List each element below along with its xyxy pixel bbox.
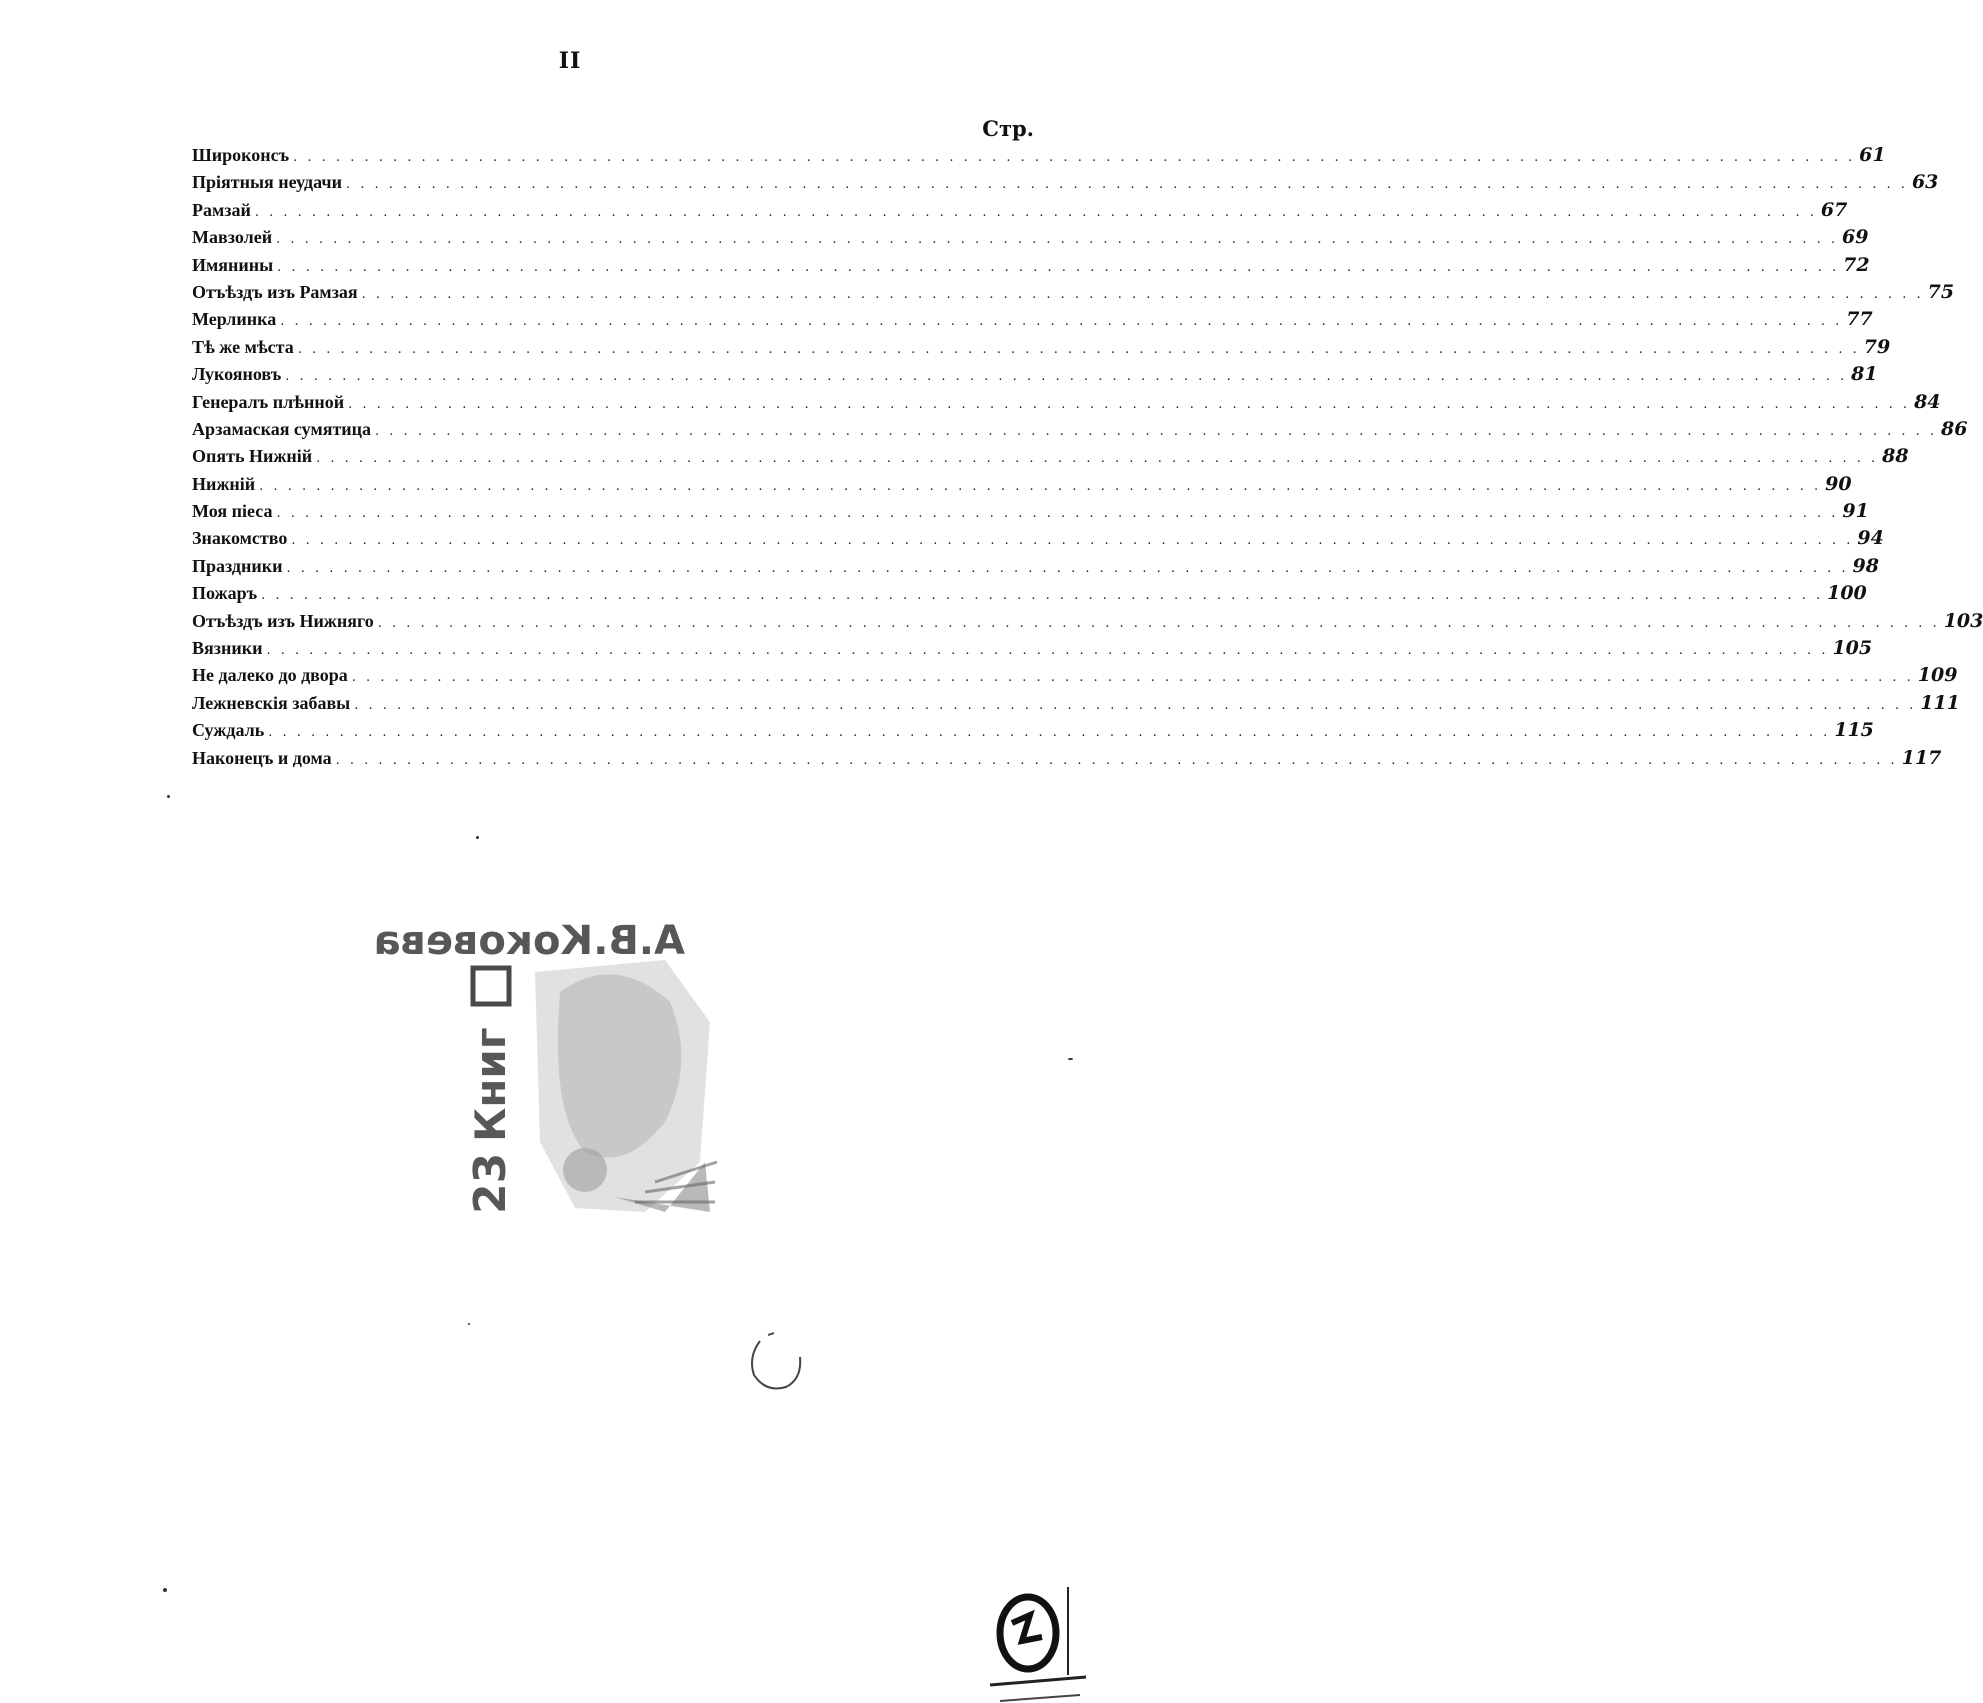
print-speck xyxy=(476,836,479,839)
toc-entry-title: Наконецъ и дома xyxy=(192,747,332,768)
toc-entry-title: Моя піеса xyxy=(192,501,273,522)
toc-entry-page: 115 xyxy=(1834,719,1874,742)
stamp-owner-text: А.В.Коковева xyxy=(373,918,685,964)
toc-entry-page: 61 xyxy=(1859,144,1886,166)
toc-entry-page: 100 xyxy=(1827,582,1867,605)
print-speck xyxy=(163,1588,167,1592)
toc-entry-title: Арзамаская сумятица xyxy=(192,418,372,439)
toc-entry-title: Не далеко до двора xyxy=(192,665,348,686)
toc-entry-title: Лежневскія забавы xyxy=(192,692,351,713)
dot-leader xyxy=(280,308,1842,335)
print-speck xyxy=(468,1323,470,1325)
table-of-contents xyxy=(192,116,1983,772)
dot-leader xyxy=(316,445,1878,472)
toc-entry-title: Мерлинка xyxy=(192,309,277,330)
toc-entry-title: Пожаръ xyxy=(192,583,258,604)
toc-entry-page: 105 xyxy=(1832,637,1873,660)
dot-leader xyxy=(362,281,1924,308)
toc-entry-page: 67 xyxy=(1820,198,1848,221)
dot-leader xyxy=(277,254,1839,281)
page-number: II xyxy=(558,48,582,74)
toc-entry xyxy=(192,142,1886,169)
toc-entries xyxy=(192,142,1983,772)
toc-entry xyxy=(192,334,1891,361)
toc-entry-title: Праздники xyxy=(192,555,283,576)
toc-entry xyxy=(192,416,1968,443)
dot-leader xyxy=(287,555,1849,582)
toc-entry-page: 111 xyxy=(1920,691,1960,714)
page-column-header: Стр. xyxy=(982,116,1034,141)
toc-entry-page: 75 xyxy=(1927,280,1955,303)
dot-leader xyxy=(378,610,1940,637)
toc-entry xyxy=(192,306,1873,333)
faded-ring-mark xyxy=(740,1327,810,1399)
toc-entry-page: 91 xyxy=(1842,500,1869,523)
toc-entry xyxy=(192,224,1869,251)
toc-entry-title: Знакомство xyxy=(192,528,288,549)
dot-leader xyxy=(285,363,1847,390)
toc-entry xyxy=(192,635,1873,662)
print-speck xyxy=(1068,1058,1073,1060)
dot-leader xyxy=(276,500,1838,527)
stamp-number-text: 23 xyxy=(465,1152,516,1214)
toc-entry-title: Нижній xyxy=(192,473,256,494)
toc-entry xyxy=(192,389,1941,416)
dot-leader xyxy=(375,418,1937,445)
toc-entry-page: 77 xyxy=(1846,308,1873,331)
toc-entry-page: 90 xyxy=(1825,472,1852,495)
library-stamp xyxy=(373,912,735,1230)
toc-entry-page: 117 xyxy=(1901,746,1942,769)
toc-entry xyxy=(192,169,1939,196)
toc-entry xyxy=(192,498,1869,525)
toc-entry xyxy=(192,717,1874,744)
toc-entry xyxy=(192,361,1878,388)
toc-entry-page: 94 xyxy=(1857,527,1884,550)
dot-leader xyxy=(352,664,1914,691)
toc-entry xyxy=(192,690,1960,717)
toc-entry xyxy=(192,608,1983,635)
toc-entry-title: Отъѣздъ изъ Нижняго xyxy=(192,610,374,631)
dot-leader xyxy=(291,527,1853,554)
stamp-label-text: Книг xyxy=(466,1027,515,1142)
toc-entry xyxy=(192,580,1867,607)
toc-entry xyxy=(192,197,1848,224)
toc-entry-title: Мавзолей xyxy=(192,227,273,248)
corner-library-mark xyxy=(990,1585,1090,1703)
toc-entry-page: 79 xyxy=(1863,335,1891,358)
toc-entry-page: 103 xyxy=(1943,609,1983,632)
dot-leader xyxy=(276,226,1838,253)
toc-entry-page: 84 xyxy=(1914,390,1941,413)
dot-leader xyxy=(346,171,1908,198)
toc-entry-page: 86 xyxy=(1941,417,1968,440)
toc-entry-title: Лукояновъ xyxy=(192,364,282,385)
toc-entry-title: Пріятныя неудачи xyxy=(192,172,342,193)
toc-entry-page: 69 xyxy=(1842,226,1869,249)
toc-entry xyxy=(192,279,1955,306)
toc-entry xyxy=(192,443,1909,470)
toc-entry-title: Отъѣздъ изъ Рамзая xyxy=(192,281,358,302)
dot-leader xyxy=(259,473,1821,500)
print-speck xyxy=(167,795,170,798)
toc-entry xyxy=(192,745,1942,772)
dot-leader xyxy=(293,144,1855,171)
dot-leader xyxy=(336,747,1898,774)
toc-entry-page: 88 xyxy=(1882,445,1909,468)
dot-leader xyxy=(255,199,1817,226)
toc-entry-title: Широконсъ xyxy=(192,145,290,165)
toc-entry-title: Рамзай xyxy=(192,199,251,220)
toc-entry-title: Имянины xyxy=(192,254,274,275)
dot-leader xyxy=(266,637,1828,664)
toc-entry-title: Вязники xyxy=(192,638,263,659)
dot-leader xyxy=(298,336,1860,363)
dot-leader xyxy=(261,582,1823,609)
toc-entry-page: 109 xyxy=(1917,664,1958,687)
toc-entry-title: Тѣ же мѣста xyxy=(192,336,294,357)
toc-entry-page: 63 xyxy=(1911,171,1939,194)
toc-entry xyxy=(192,553,1879,580)
dot-leader xyxy=(348,391,1910,418)
toc-entry-page: 72 xyxy=(1843,253,1870,276)
toc-entry-page: 98 xyxy=(1852,554,1879,577)
toc-entry-page: 81 xyxy=(1851,363,1878,386)
toc-entry-title: Опять Нижній xyxy=(192,446,313,467)
toc-entry-title: Генералъ плѣнной xyxy=(192,391,345,412)
dot-leader xyxy=(268,719,1830,746)
toc-entry xyxy=(192,252,1870,279)
toc-entry xyxy=(192,525,1884,552)
toc-entry xyxy=(192,662,1958,689)
toc-entry xyxy=(192,471,1852,498)
toc-entry-title: Суждаль xyxy=(192,720,265,741)
dot-leader xyxy=(354,692,1916,719)
